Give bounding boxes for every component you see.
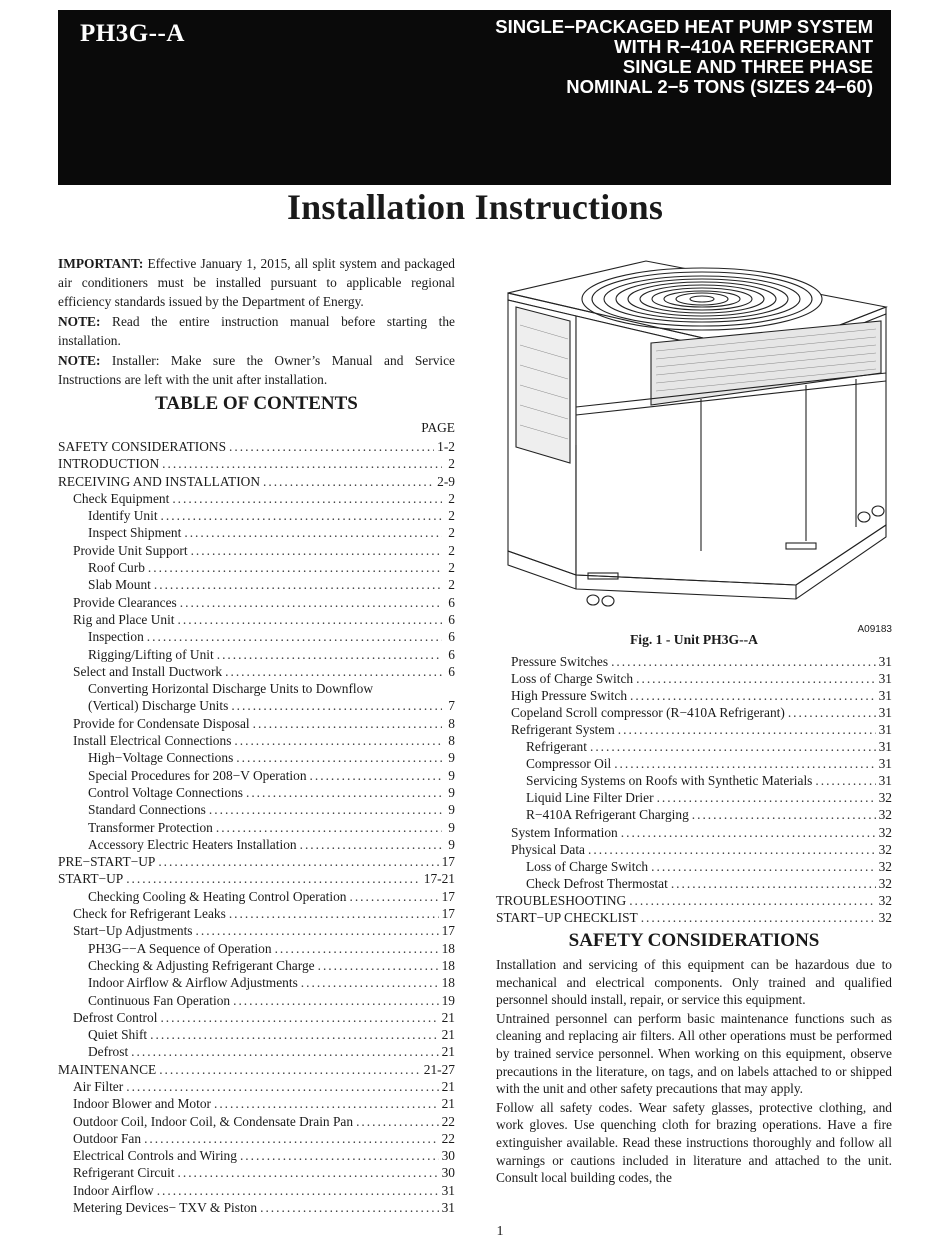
toc-leader-dots	[196, 921, 439, 938]
toc-entry-page: 17-21	[423, 871, 455, 887]
toc-leader-dots	[253, 714, 442, 731]
toc-entry-label: Check Defrost Thermostat	[526, 875, 668, 891]
toc-leader-dots	[692, 806, 876, 823]
toc-entry-label: Rigging/Lifting of Unit	[88, 646, 214, 662]
toc-entry-page: 31	[878, 704, 892, 720]
toc-leader-dots	[788, 704, 876, 721]
toc-leader-dots	[209, 800, 442, 817]
toc-entry-label: Slab Mount	[88, 577, 151, 593]
toc-entry-page: 17	[441, 906, 455, 922]
toc-entry-page: 9	[448, 784, 455, 800]
product-description	[495, 17, 873, 97]
toc-leader-dots	[641, 909, 876, 926]
toc-entry-page: 9	[448, 750, 455, 766]
toc-entry	[58, 921, 455, 938]
toc-entry-page: 6	[448, 663, 455, 679]
toc-entry-page: 6	[448, 629, 455, 645]
safety-heading: SAFETY CONSIDERATIONS	[568, 930, 820, 952]
toc-entry-label: RECEIVING AND INSTALLATION	[58, 473, 260, 489]
toc-entry-page: 9	[448, 819, 455, 835]
toc-entry-label: START−UP CHECKLIST	[496, 910, 638, 925]
toc-entry	[58, 437, 455, 454]
toc-entry	[496, 875, 892, 892]
toc-entry-label: Liquid Line Filter Drier	[526, 790, 654, 806]
toc-leader-dots	[651, 858, 875, 875]
toc-entry	[58, 766, 455, 783]
toc-entry-label: Check for Refrigerant Leaks	[73, 906, 226, 922]
toc-leader-dots	[588, 841, 876, 858]
toc-entry	[58, 956, 455, 973]
toc-entry-page: 6	[448, 611, 455, 627]
toc-entry-label: Checking & Adjusting Refrigerant Charge	[88, 957, 315, 973]
toc-entry	[58, 1181, 455, 1198]
toc-entry	[58, 748, 455, 765]
product-line-1: SINGLE−PACKAGED HEAT PUMP SYSTEM	[495, 16, 873, 37]
toc-leader-dots	[236, 748, 442, 765]
toc-entry	[496, 772, 892, 789]
toc-entry-label: (Vertical) Discharge Units	[88, 698, 229, 714]
toc-entry-page: 31	[441, 1200, 455, 1216]
toc-entry	[58, 783, 455, 800]
toc-entry	[496, 755, 892, 772]
toc-entry-label: Checking Cooling & Heating Control Operation	[88, 888, 347, 904]
toc-entry-label: Defrost	[88, 1044, 129, 1060]
toc-entry	[58, 973, 455, 990]
toc-entry-page: 32	[878, 875, 892, 891]
safety-paragraph: Follow all safety codes. Wear safety glasses, protective clothing, and work gloves. Use quenching cloth for brazing operations. Have a fire extinguisher available. Read these instructions thoroughly and follow all warnings or cautions included in literature and attached to the unit. Consult local building codes, the	[496, 1099, 892, 1186]
toc-leader-dots	[671, 875, 876, 892]
toc-entry-page: 18	[441, 957, 455, 973]
toc-entry	[496, 670, 892, 687]
toc-entry	[496, 653, 892, 670]
toc-entry-label: Continuous Fan Operation	[88, 992, 231, 1008]
toc-entry-label: Servicing Systems on Roofs with Synthetic Materials	[526, 773, 813, 789]
toc-leader-dots	[157, 1181, 439, 1198]
toc-entry	[58, 472, 455, 489]
toc-entry	[58, 593, 455, 610]
toc-entry-page: 22	[441, 1130, 455, 1146]
toc-entry-page: 6	[448, 646, 455, 662]
toc-entry	[496, 841, 892, 858]
toc-entry	[58, 1025, 455, 1042]
toc-entry-page: 31	[441, 1182, 455, 1198]
toc-entry-page: 2	[448, 490, 455, 506]
safety-paragraph: Untrained personnel can perform basic maintenance functions such as cleaning and replacing air filters. All other operations must be performed by trained service personnel. When working on this equipment, observe precautions in the literature, on tags, and on labels attached to or shipped with the unit and other safety precautions that may apply.	[496, 1010, 892, 1097]
toc-entry	[58, 887, 455, 904]
toc-entry	[58, 610, 455, 627]
toc-entry	[496, 721, 892, 738]
note-installer	[58, 351, 455, 389]
toc-leader-dots	[636, 670, 875, 687]
toc-entry-label: Inspection	[88, 629, 144, 645]
toc-entry	[58, 489, 455, 506]
toc-leader-dots	[162, 454, 442, 471]
toc-entry	[58, 541, 455, 558]
toc-entry	[58, 575, 455, 592]
toc-entry-label: TROUBLESHOOTING	[496, 892, 627, 908]
page-number: 1	[496, 1224, 504, 1239]
toc-entry-page: 17	[441, 888, 455, 904]
toc-leader-dots	[233, 991, 439, 1008]
toc-entry-page: 32	[878, 910, 892, 925]
toc-entry-label: High Pressure Switch	[511, 687, 628, 703]
figure-code: A09183	[857, 624, 892, 635]
document-title: Installation Instructions	[286, 187, 664, 227]
toc-entry-label: INTRODUCTION	[58, 456, 160, 472]
toc-entry	[496, 738, 892, 755]
toc-entry-label: Indoor Blower and Motor	[73, 1096, 211, 1112]
toc-entry	[496, 806, 892, 823]
toc-entry-label: Start−Up Adjustments	[73, 923, 193, 939]
unit-figure	[496, 255, 892, 635]
toc-entry	[58, 1060, 455, 1077]
toc-entry-page: 7	[448, 698, 455, 714]
toc-entry	[58, 1129, 455, 1146]
toc-entry-page: 17	[441, 923, 455, 939]
toc-entry-page: 31	[878, 756, 892, 772]
toc-entry	[58, 1008, 455, 1025]
toc-entry	[58, 558, 455, 575]
toc-entry	[58, 714, 455, 731]
note-label: NOTE:	[58, 314, 101, 329]
important-notice	[58, 254, 455, 311]
toc-entry-label: Provide for Condensate Disposal	[73, 715, 250, 731]
toc-entry-label: PRE−START−UP	[58, 854, 156, 870]
toc-entry-page: 21-27	[423, 1061, 455, 1077]
header-banner	[58, 10, 891, 185]
toc-entry	[58, 869, 455, 886]
toc-entry-label: Refrigerant System	[511, 721, 615, 737]
toc-entry-label: Inspect Shipment	[88, 525, 182, 541]
toc-leader-dots	[229, 904, 439, 921]
toc-leader-dots	[178, 610, 442, 627]
toc-entry	[58, 454, 455, 471]
toc-leader-dots	[144, 1129, 439, 1146]
toc-entry-label: START−UP	[58, 871, 124, 887]
toc-entry-page: 30	[441, 1148, 455, 1164]
toc-entry-page: 30	[441, 1165, 455, 1181]
toc-entry	[58, 1146, 455, 1163]
note-label: NOTE:	[58, 353, 101, 368]
toc-leader-dots	[318, 956, 439, 973]
toc-leader-dots	[657, 789, 876, 806]
toc-entry-page: 22	[441, 1113, 455, 1129]
toc-leader-dots	[184, 523, 442, 540]
toc-entry	[58, 835, 455, 852]
toc-entry	[496, 824, 892, 841]
toc-entry-page: 21	[441, 1027, 455, 1043]
toc-leader-dots	[263, 472, 434, 489]
toc-entry-label: Refrigerant	[526, 739, 587, 755]
toc-leader-dots	[180, 593, 442, 610]
toc-entry	[58, 1077, 455, 1094]
toc-entry-label: Compressor Oil	[526, 756, 612, 772]
toc-leader-dots	[629, 892, 875, 909]
toc-entry	[58, 1094, 455, 1111]
toc-entry	[58, 696, 455, 713]
toc-list-right	[496, 653, 892, 927]
important-text: Effective January 1, 2015, all split system and packaged air conditioners must be installed pursuant to applicable regional efficiency standards issued by the Department of Energy.	[58, 256, 455, 309]
toc-entry	[58, 818, 455, 835]
toc-leader-dots	[148, 558, 442, 575]
toc-entry-label: MAINTENANCE	[58, 1061, 157, 1077]
toc-entry-label: Defrost Control	[73, 1009, 158, 1025]
toc-entry-label: Loss of Charge Switch	[526, 858, 649, 874]
toc-entry	[58, 523, 455, 540]
toc-entry-page: 19	[441, 992, 455, 1008]
toc-entry-page: 31	[878, 653, 892, 669]
figure-caption: Fig. 1 - Unit PH3G--A	[630, 632, 758, 647]
toc-leader-dots	[240, 1146, 439, 1163]
toc-leader-dots	[229, 437, 434, 454]
toc-entry-page: 2	[448, 577, 455, 593]
toc-leader-dots	[301, 973, 439, 990]
toc-page-label: PAGE	[421, 420, 455, 435]
toc-entry-label: Transformer Protection	[88, 819, 213, 835]
toc-leader-dots	[147, 627, 442, 644]
toc-entry-page: 8	[448, 733, 455, 749]
toc-entry-label: Provide Clearances	[73, 594, 177, 610]
toc-entry-page: 21	[441, 1078, 455, 1094]
toc-entry-label: Accessory Electric Heaters Installation	[88, 836, 297, 852]
toc-entry	[58, 627, 455, 644]
toc-leader-dots	[216, 818, 442, 835]
toc-entry-page: 31	[878, 721, 892, 737]
toc-leader-dots	[154, 575, 442, 592]
toc-entry	[58, 1198, 455, 1215]
toc-entry-page: 21	[441, 1044, 455, 1060]
toc-entry-label: R−410A Refrigerant Charging	[526, 807, 689, 823]
toc-entry-label: Electrical Controls and Wiring	[73, 1148, 237, 1164]
toc-entry-label: Outdoor Coil, Indoor Coil, & Condensate Drain Pan	[73, 1113, 354, 1129]
product-line-4: NOMINAL 2−5 TONS (SIZES 24−60)	[566, 76, 873, 97]
toc-entry	[496, 909, 892, 926]
toc-leader-dots	[260, 1198, 439, 1215]
toc-entry-label: Outdoor Fan	[73, 1130, 142, 1146]
toc-entry-page: 6	[448, 594, 455, 610]
toc-leader-dots	[131, 1042, 438, 1059]
toc-entry-page: 2	[448, 560, 455, 576]
toc-leader-dots	[621, 824, 876, 841]
toc-leader-dots	[126, 1077, 438, 1094]
toc-entry-label: Pressure Switches	[511, 653, 609, 669]
note-text: Read the entire instruction manual before starting the installation.	[58, 314, 455, 348]
toc-leader-dots	[275, 939, 439, 956]
toc-entry-label: Loss of Charge Switch	[511, 670, 634, 686]
toc-entry	[58, 904, 455, 921]
unit-illustration	[496, 255, 892, 625]
toc-leader-dots	[191, 541, 442, 558]
toc-entry	[496, 687, 892, 704]
toc-entry-page: 2	[448, 525, 455, 541]
toc-entry-label: Install Electrical Connections	[73, 733, 232, 749]
toc-entry-label: Select and Install Ductwork	[73, 663, 223, 679]
toc-entry-page: 21	[441, 1096, 455, 1112]
toc-entry-label: Control Voltage Connections	[88, 784, 243, 800]
toc-entry-label: Rig and Place Unit	[73, 611, 175, 627]
toc-entry-page: 31	[878, 739, 892, 755]
toc-leader-dots	[158, 852, 438, 869]
toc-entry	[58, 1112, 455, 1129]
toc-entry-page: 9	[448, 836, 455, 852]
toc-entry-page: 2	[448, 456, 455, 472]
toc-leader-dots	[815, 772, 875, 789]
safety-paragraph: Installation and servicing of this equipment can be hazardous due to mechanical and electrical components. Only trained and qualified personnel should install, repair, or service this equipment.	[496, 957, 892, 1008]
toc-leader-dots	[126, 869, 421, 886]
toc-leader-dots	[225, 662, 442, 679]
toc-entry-page: 31	[878, 670, 892, 686]
toc-entry	[58, 939, 455, 956]
toc-leader-dots	[159, 1060, 421, 1077]
toc-entry-label: Quiet Shift	[88, 1027, 148, 1043]
note-read-manual	[58, 312, 455, 350]
toc-entry-label: Refrigerant Circuit	[73, 1165, 175, 1181]
toc-leader-dots	[614, 755, 875, 772]
toc-leader-dots	[590, 738, 876, 755]
toc-entry	[58, 731, 455, 748]
toc-entry-page: 17	[441, 854, 455, 870]
toc-entry	[58, 1163, 455, 1180]
toc-entry	[58, 506, 455, 523]
toc-entry-page: 2	[448, 508, 455, 524]
toc-entry-page: 8	[448, 715, 455, 731]
right-column	[496, 255, 892, 1188]
toc-entry-label: Indoor Airflow & Airflow Adjustments	[88, 975, 298, 991]
toc-entry-label: Indoor Airflow	[73, 1182, 154, 1198]
toc-leader-dots	[611, 653, 876, 670]
toc-leader-dots	[178, 1163, 439, 1180]
toc-entry	[58, 662, 455, 679]
toc-entry-label: Converting Horizontal Discharge Units to Downflow	[88, 681, 374, 697]
toc-leader-dots	[356, 1112, 439, 1129]
toc-entry-page: 2-9	[437, 473, 455, 489]
left-column	[58, 254, 455, 1215]
toc-entry-label: Special Procedures for 208−V Operation	[88, 767, 307, 783]
toc-entry	[496, 858, 892, 875]
toc-entry-page: 18	[441, 975, 455, 991]
important-label: IMPORTANT:	[58, 256, 144, 271]
toc-entry-label: SAFETY CONSIDERATIONS	[58, 439, 227, 454]
toc-entry-page: 32	[878, 892, 892, 908]
toc-leader-dots	[246, 783, 442, 800]
toc-entry-page: 32	[878, 807, 892, 823]
toc-leader-dots	[160, 1008, 438, 1025]
toc-leader-dots	[300, 835, 442, 852]
toc-entry	[58, 1042, 455, 1059]
toc-entry-label: Air Filter	[73, 1078, 124, 1094]
toc-entry-label: Standard Connections	[88, 802, 206, 818]
toc-entry	[58, 991, 455, 1008]
toc-leader-dots	[217, 645, 442, 662]
note-text: Installer: Make sure the Owner’s Manual and Service Instructions are left with the unit after installation.	[58, 353, 455, 387]
toc-leader-dots	[214, 1094, 439, 1111]
toc-entry-label: High−Voltage Connections	[88, 750, 234, 766]
toc-entry-label: Provide Unit Support	[73, 542, 188, 558]
toc-leader-dots	[618, 721, 876, 738]
toc-entry-page: 2	[448, 542, 455, 558]
toc-entry-label: Identify Unit	[88, 508, 158, 524]
toc-entry-label: Copeland Scroll compressor (R−410A Refrigerant)	[511, 704, 785, 720]
toc-entry-page: 31	[878, 773, 892, 789]
toc-leader-dots	[161, 506, 442, 523]
toc-entry	[496, 704, 892, 721]
model-number: PH3G--A	[80, 20, 185, 47]
toc-entry-page: 18	[441, 940, 455, 956]
toc-entry-page: 32	[878, 841, 892, 857]
toc-entry	[58, 679, 455, 696]
toc-entry-page: 31	[878, 687, 892, 703]
toc-leader-dots	[150, 1025, 438, 1042]
toc-entry-page: 32	[878, 824, 892, 840]
toc-entry-label: PH3G−−A Sequence of Operation	[88, 940, 272, 956]
product-line-2: WITH R−410A REFRIGERANT	[614, 36, 873, 57]
toc-leader-dots	[234, 731, 442, 748]
toc-entry-page: 21	[441, 1009, 455, 1025]
toc-entry-page: 9	[448, 767, 455, 783]
toc-entry	[496, 789, 892, 806]
toc-entry-label: System Information	[511, 824, 618, 840]
toc-entry-page: 32	[878, 790, 892, 806]
toc-entry-page: 1-2	[437, 439, 455, 454]
toc-leader-dots	[310, 766, 442, 783]
toc-entry-label: Physical Data	[511, 841, 586, 857]
toc-entry	[496, 892, 892, 909]
toc-entry-page: 9	[448, 802, 455, 818]
toc-entry	[58, 852, 455, 869]
toc-entry-page: 32	[878, 858, 892, 874]
toc-entry	[58, 645, 455, 662]
toc-leader-dots	[172, 489, 442, 506]
toc-entry-label: Roof Curb	[88, 560, 145, 576]
toc-heading: TABLE OF CONTENTS	[155, 393, 358, 414]
toc-entry	[58, 800, 455, 817]
product-line-3: SINGLE AND THREE PHASE	[622, 56, 873, 77]
toc-entry-label: Metering Devices− TXV & Piston	[73, 1200, 258, 1216]
toc-leader-dots	[630, 687, 876, 704]
toc-leader-dots	[349, 887, 438, 904]
toc-entry-label: Check Equipment	[73, 490, 170, 506]
toc-leader-dots	[231, 696, 442, 713]
toc-list-left	[58, 437, 455, 1215]
